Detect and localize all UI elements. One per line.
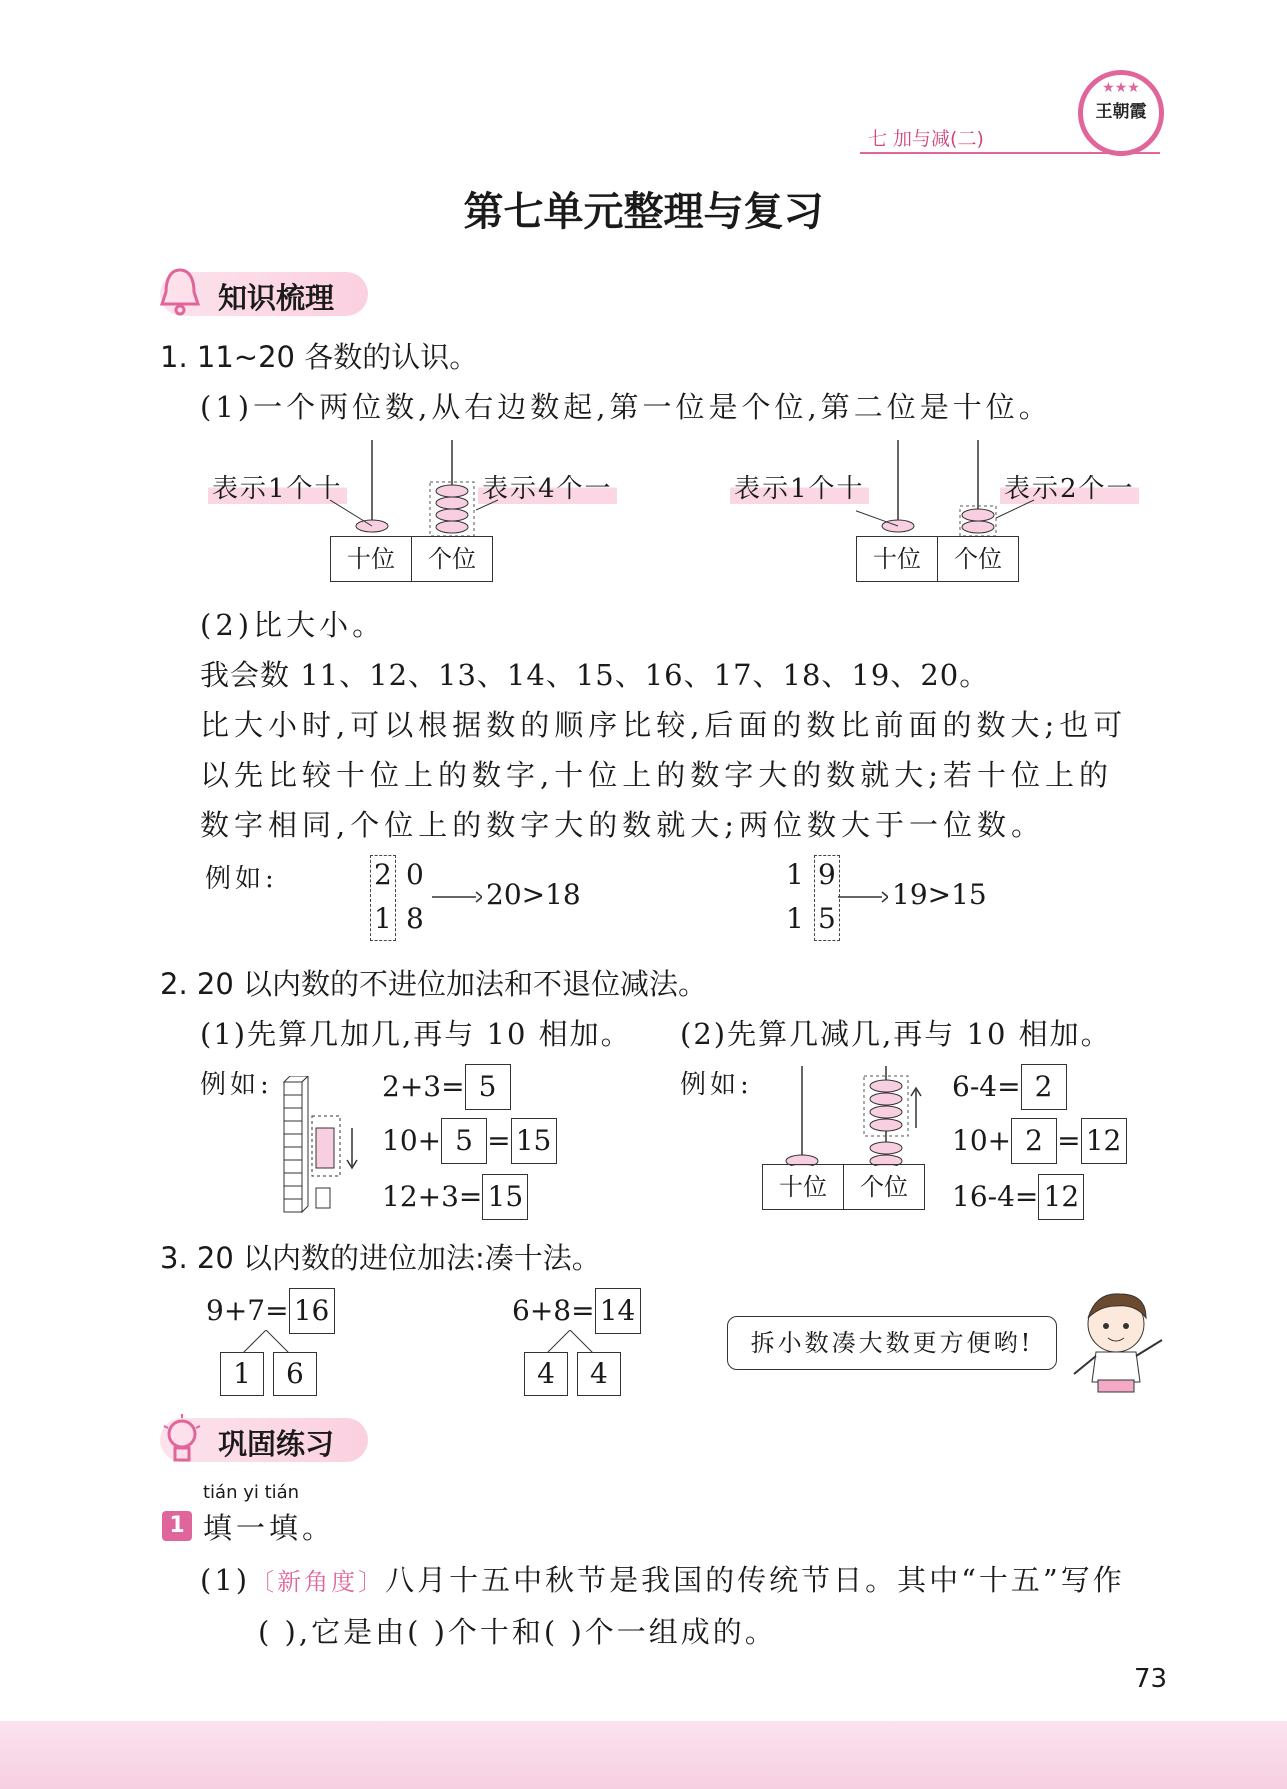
left-eq-1 <box>382 1064 511 1110</box>
ex2-arrow-icon <box>838 890 888 904</box>
compare-para-line1: 比大小时,可以根据数的顺序比较,后面的数比前面的数大;也可 <box>200 708 1128 742</box>
eq1-split-a: 1 <box>220 1352 264 1396</box>
item1-sub2: (2)比大小。 <box>200 608 386 642</box>
abacus2-right-label: 表示2个一 <box>1000 468 1139 505</box>
right-eq1-lhs: 6-4= <box>952 1070 1021 1103</box>
abacus2-left-label: 表示1个十 <box>730 468 869 505</box>
item2-left-example-label: 例如: <box>200 1070 273 1100</box>
ex2-top-ones: 9 <box>818 858 836 891</box>
right-eq2-box2: 12 <box>1081 1118 1127 1164</box>
abacus2-tens-label: 十位 <box>857 537 938 581</box>
subtraction-abacus-rods <box>760 1066 930 1166</box>
right-eq2-lhs: 10+ <box>952 1124 1012 1157</box>
abacus1-left-label: 表示1个十 <box>208 468 347 505</box>
make-ten-eq1 <box>206 1288 335 1334</box>
make-ten-eq2-split <box>524 1352 621 1396</box>
left-eq2-eq: = <box>487 1124 511 1157</box>
compare-para-line3: 数字相同,个位上的数字大的数就大;两位数大于一位数。 <box>200 808 1045 842</box>
ex1-result: 20>18 <box>486 878 581 911</box>
abacus1-right-label: 表示4个一 <box>478 468 617 505</box>
right-eq2-eq: = <box>1057 1124 1081 1157</box>
item1-title: 1. 11~20 各数的认识。 <box>160 340 479 374</box>
brand-logo <box>1078 70 1164 156</box>
right-eq-1 <box>952 1064 1067 1110</box>
abacus2-rods <box>856 440 1036 540</box>
sub-abacus-tens-label: 十位 <box>763 1165 844 1209</box>
left-eq1-lhs: 2+3= <box>382 1070 465 1103</box>
right-eq-3 <box>952 1174 1084 1220</box>
item1-example-label: 例如: <box>205 864 278 894</box>
eq1-split-b: 6 <box>273 1352 317 1396</box>
left-eq2-box: 5 <box>441 1118 487 1164</box>
abacus1-ones-label: 个位 <box>428 545 476 573</box>
ex2-top-tens: 1 <box>786 858 804 891</box>
ex1-arrow-icon <box>432 890 482 904</box>
logo-crown-icon: ★★★ <box>1102 80 1140 96</box>
page-number: 73 <box>1134 1664 1168 1694</box>
knowledge-badge-label: 知识梳理 <box>218 281 335 315</box>
q1-sub1-text: 八月十五中秋节是我国的传统节日。其中“十五”写作 <box>385 1563 1125 1597</box>
item2-right-example-label: 例如: <box>680 1070 753 1100</box>
left-eq3-lhs: 12+3= <box>382 1180 483 1213</box>
make-ten-eq2-lhs: 6+8= <box>512 1294 595 1327</box>
footer-band <box>0 1721 1287 1789</box>
subtraction-abacus-table <box>762 1164 925 1210</box>
q1-sub1-line2: ( ),它是由( )个十和( )个一组成的。 <box>258 1615 777 1649</box>
right-eq2-box: 2 <box>1011 1118 1057 1164</box>
abacus1-tens-label: 十位 <box>331 537 412 581</box>
make-ten-eq1-split <box>220 1352 317 1396</box>
left-eq2-box2: 15 <box>511 1118 557 1164</box>
ex1-top-ones: 0 <box>406 858 424 891</box>
bell-icon <box>158 266 202 318</box>
ex1-bottom-ones: 8 <box>406 902 424 935</box>
right-eq1-box: 2 <box>1021 1064 1067 1110</box>
logo-text: 王朝霞 <box>1095 102 1147 122</box>
right-eq-2 <box>952 1118 1127 1164</box>
left-eq1-box: 5 <box>465 1064 511 1110</box>
new-angle-tag: 〔新角度〕 <box>250 1568 386 1596</box>
abacus2-table <box>856 536 1019 582</box>
item3-title: 3. 20 以内数的进位加法:凑十法。 <box>160 1241 601 1275</box>
q1-title: 填一填。 <box>203 1511 336 1545</box>
abacus1-rods <box>330 440 500 540</box>
eq2-split-b: 4 <box>577 1352 621 1396</box>
abacus1-table <box>330 536 493 582</box>
compare-para-line2: 以先比较十位上的数字,十位上的数字大的数就大;若十位上的 <box>200 758 1113 792</box>
q1-sub1-prefix: (1) <box>200 1563 251 1597</box>
make-ten-eq2 <box>512 1288 641 1334</box>
abacus2-ones-label: 个位 <box>954 545 1002 573</box>
make-ten-eq1-box: 16 <box>289 1288 335 1334</box>
right-eq3-box: 12 <box>1038 1174 1084 1220</box>
make-ten-eq2-box: 14 <box>595 1288 641 1334</box>
left-eq-2 <box>382 1118 557 1164</box>
ex1-top-tens: 2 <box>374 858 392 891</box>
eq2-split-a: 4 <box>524 1352 568 1396</box>
item2-title: 2. 20 以内数的不进位加法和不退位减法。 <box>160 967 708 1001</box>
q1-sub1 <box>200 1558 1125 1599</box>
speech-bubble-text: 拆小数凑大数更方便哟! <box>750 1329 1034 1357</box>
ex2-bottom-ones: 5 <box>818 902 836 935</box>
left-eq3-box: 15 <box>482 1174 528 1220</box>
item2-left-sub: (1)先算几加几,再与 10 相加。 <box>200 1017 632 1051</box>
q1-pinyin: tián yi tián <box>203 1482 300 1503</box>
item2-right-sub: (2)先算几减几,再与 10 相加。 <box>680 1017 1112 1051</box>
left-eq-3 <box>382 1174 528 1220</box>
practice-badge-label: 巩固练习 <box>218 1427 335 1461</box>
q1-number-badge: 1 <box>162 1511 192 1541</box>
ex1-bottom-tens: 1 <box>374 902 392 935</box>
ex2-bottom-tens: 1 <box>786 902 804 935</box>
page-title: 第七单元整理与复习 <box>463 189 824 235</box>
count-line: 我会数 11、12、13、14、15、16、17、18、19、20。 <box>200 658 990 692</box>
ex2-result: 19>15 <box>892 878 987 911</box>
sub-abacus-ones-label: 个位 <box>860 1173 908 1201</box>
speech-bubble <box>727 1316 1057 1370</box>
cube-stack-icon <box>280 1076 360 1216</box>
boy-character-icon <box>1066 1286 1176 1394</box>
chapter-label: 七 加与减(二) <box>868 128 984 150</box>
left-eq2-lhs: 10+ <box>382 1124 442 1157</box>
make-ten-eq1-lhs: 9+7= <box>206 1294 289 1327</box>
item1-sub1: (1)一个两位数,从右边数起,第一位是个位,第二位是十位。 <box>200 390 1052 424</box>
lightbulb-icon <box>160 1412 204 1468</box>
right-eq3-lhs: 16-4= <box>952 1180 1039 1213</box>
